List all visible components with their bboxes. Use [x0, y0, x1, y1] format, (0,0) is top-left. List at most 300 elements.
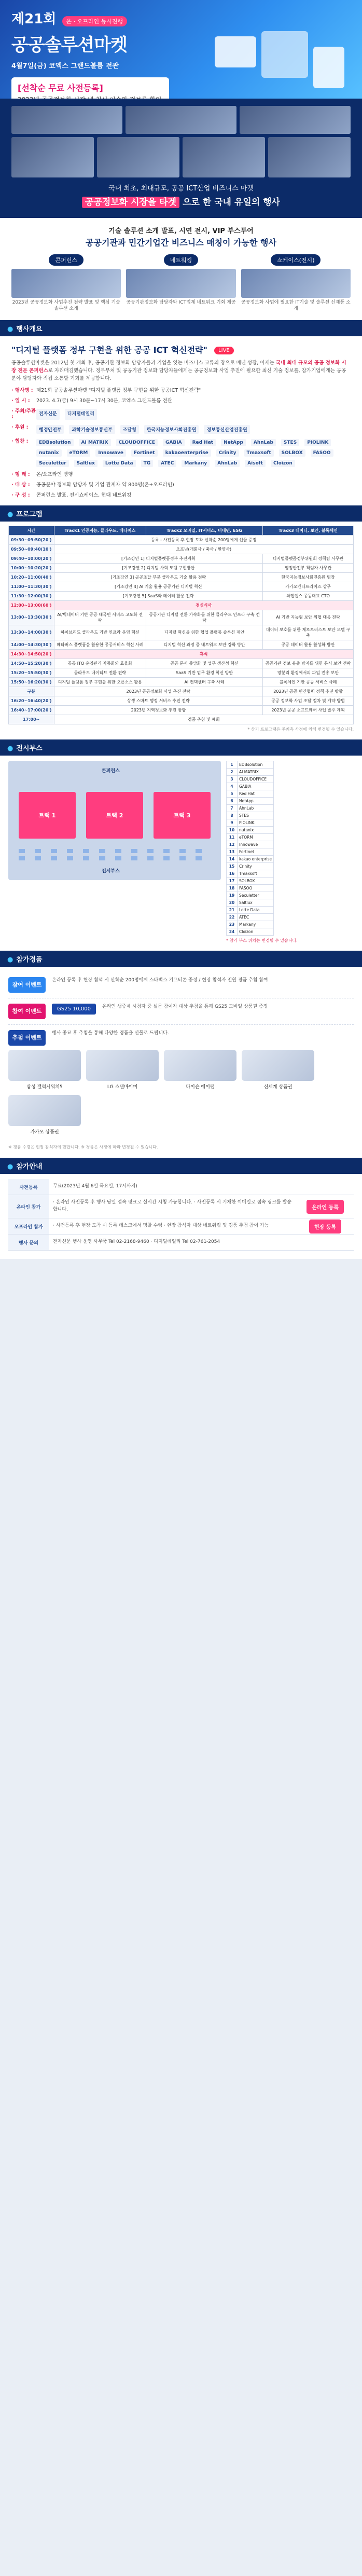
booth-list-row — [227, 892, 274, 899]
logo: Fortinet — [131, 449, 158, 457]
booth-list-row — [227, 848, 274, 855]
booth-number: 6 — [227, 797, 238, 804]
booth-cell[interactable] — [19, 849, 25, 853]
overview-row: · 일 시 : 2023. 4.7(금) 9시 30분~17시 30분, 코엑스 그랜드볼룸 전관 — [11, 398, 172, 404]
booth-company: CLOUDOFFICE — [238, 775, 274, 783]
program-cell: 행정안전부 책임자 사무관 — [263, 563, 354, 572]
program-cell: 경품 추첨 및 폐회 — [54, 715, 353, 724]
logo: Crinity — [216, 449, 239, 457]
program-cell: 디지털플랫폼정부위원회 정책팀 사무관 — [263, 554, 354, 563]
program-cell: 공공 정보화 사업 조달 절차 및 계약 방법 — [263, 696, 354, 705]
program-cell: 휴식 — [54, 649, 353, 659]
booth-list-row — [227, 877, 274, 884]
booth-cell[interactable] — [179, 856, 186, 860]
booth-number: 4 — [227, 783, 238, 790]
booth-number: 2 — [227, 768, 238, 775]
prize-image — [8, 1050, 81, 1081]
program-cell: [기조강연 4] AI 기술 활용 공공기관 디지털 혁신 — [54, 582, 263, 591]
booth-cell[interactable] — [131, 856, 137, 860]
booth-number: 13 — [227, 848, 238, 855]
guide-row — [8, 1218, 354, 1235]
program-time: 13:00~13:30(30') — [9, 610, 54, 625]
partner-logos — [36, 439, 351, 467]
event-text: 온라인 등록 후 현장 참석 시 선착순 200명에게 스타벅스 기프티콘 증정 / 현장 참석자 전원 경품 추첨 참여 — [52, 977, 268, 983]
event-text: 행사 종료 후 추첨을 통해 다양한 경품을 선물로 드립니다. — [52, 1031, 169, 1036]
booth-number: 1 — [227, 761, 238, 768]
program-cell: 공공 ITO 운영관리 자동화와 효율화 — [54, 659, 146, 668]
program-col-header: Track1 인공지능, 클라우드, 메타버스 — [54, 526, 146, 535]
booth-company: STES — [238, 812, 274, 819]
logo: EDBsolution — [36, 439, 74, 446]
program-row — [9, 696, 354, 705]
program-time: 13:30~14:00(30') — [9, 625, 54, 640]
program-time: 11:00~11:30(30') — [9, 582, 54, 591]
booth-cell[interactable] — [19, 856, 25, 860]
gs25-voucher: GS25 10,000 — [52, 1004, 96, 1015]
program-cell: 2023년 공공 민간협력 정책 추진 방향 — [263, 687, 354, 696]
events-header: ● 참가경품 — [0, 951, 362, 967]
booth-company: Tmaxsoft — [238, 870, 274, 877]
footer-spacer — [0, 1259, 362, 1280]
logo: AhnLab — [215, 460, 240, 467]
event-3 — [8, 1025, 354, 1140]
prize-image — [242, 1050, 314, 1081]
booth-cell[interactable] — [115, 849, 121, 853]
program-cell: AI/빅데이터 기반 공공 대국민 서비스 고도화 전략 — [54, 610, 146, 625]
booth-cell[interactable] — [67, 849, 73, 853]
events-note: ※ 경품 수령은 현장 참석자에 한합니다. ※ 경품은 사정에 따라 변경될 수 있습니다. — [8, 1145, 158, 1150]
logo: nutanix — [36, 449, 62, 457]
partner-logos-row: · 협찬 : EDBsolution AI MATRIX CLOUDOFFICE GABIA Red Hat NetApp AhnLab STES PIOLINK nutanix eTORM Innowave Fortinet kakaoenterprise Crinity Tmaxsoft SOLBOX FASOO Seculetter Saltlux Lotte Data TG ATEC Markany AhnLab Aisoft Cloizon — [11, 437, 351, 467]
booth-list-row — [227, 913, 274, 921]
program-cell: 하이브리드 클라우드 기반 인프라 운영 혁신 — [54, 625, 146, 640]
prize-name: 다이슨 에어랩 — [186, 1085, 215, 1090]
logo: Markany — [182, 460, 210, 467]
program-row — [9, 625, 354, 640]
program-section — [0, 522, 362, 739]
booth-section — [0, 756, 362, 951]
guide-header: ● 참가안내 — [0, 1158, 362, 1174]
booth-cell[interactable] — [163, 849, 170, 853]
booth-company: eTORM — [238, 833, 274, 841]
booth-company: NetApp — [238, 797, 274, 804]
program-time: 15:50~16:20(30') — [9, 677, 54, 687]
booth-number: 24 — [227, 928, 238, 935]
host-logos-row: · 주최/주관 : 전자신문 디지털데일리 — [11, 407, 351, 420]
booth-company: AI MATRIX — [238, 768, 274, 775]
overview-title: "디지털 플랫폼 정부 구현을 위한 공공 ICT 혁신전략" — [11, 345, 207, 355]
guide-section — [0, 1174, 362, 1259]
program-cell: 한국지능정보사회진흥원 팀장 — [263, 572, 354, 582]
booth-company: AhnLab — [238, 804, 274, 812]
booth-company: Saltlux — [238, 899, 274, 906]
logo: 조달청 — [120, 425, 139, 434]
feature-photo — [126, 269, 235, 298]
logo: NetApp — [221, 439, 246, 446]
booth-number: 12 — [227, 841, 238, 848]
overview-row: · 구 성 : 콘퍼런스 발표, 전시쇼케이스, 현대 네트워킹 — [11, 492, 132, 498]
program-time: 16:20~16:40(20') — [9, 696, 54, 705]
booth-company: Markany — [238, 921, 274, 928]
prize-image — [86, 1050, 159, 1081]
booth-number: 17 — [227, 877, 238, 884]
booth-cell[interactable] — [147, 849, 154, 853]
booth-cell[interactable] — [99, 849, 105, 853]
program-time: 09:30~09:50(20') — [9, 535, 54, 544]
booth-list-row — [227, 833, 274, 841]
booth-list-row — [227, 775, 274, 783]
booth-cell[interactable] — [196, 849, 202, 853]
hero-banner — [0, 0, 362, 99]
program-time: 17:00~ — [9, 715, 54, 724]
booth-cell[interactable] — [51, 849, 57, 853]
event-photo — [97, 137, 179, 177]
logo: SOLBOX — [279, 449, 305, 457]
logo: Innowave — [95, 449, 126, 457]
program-table — [8, 526, 354, 724]
program-row — [9, 572, 354, 582]
logo: 한국지능정보사회진흥원 — [144, 425, 199, 434]
booth-company: FASOO — [238, 884, 274, 892]
photo-strip — [11, 137, 351, 177]
logo: STES — [281, 439, 299, 446]
event-photo — [240, 106, 351, 134]
booth-number: 21 — [227, 906, 238, 913]
booth-company: Red Hat — [238, 790, 274, 797]
prize-name: 신세계 상품권 — [263, 1085, 293, 1090]
event-1 — [8, 972, 354, 998]
intro-line2-rest: 으로 한 국내 유일의 행사 — [183, 197, 280, 208]
logo: Saltlux — [74, 460, 98, 467]
event-photo — [268, 137, 351, 177]
program-row — [9, 544, 354, 554]
program-col-header: Track2 모바일, IT서비스, 비대면, ESG — [146, 526, 263, 535]
logo: 전자신문 — [36, 409, 60, 420]
program-row — [9, 687, 354, 696]
prize-name: LG 스탠바이미 — [107, 1085, 138, 1090]
booth-cell[interactable] — [35, 849, 41, 853]
sponsor-logos — [36, 425, 351, 434]
logo: AhnLab — [251, 439, 276, 446]
feature-desc: 공공기관정보화 담당자와 ICT업계 네트워크 기회 제공 — [126, 300, 236, 305]
prize-grid — [8, 1050, 354, 1135]
booth-number: 10 — [227, 826, 238, 833]
guide-key: 오프라인 참가 — [8, 1218, 49, 1234]
overview-section — [0, 336, 362, 505]
photo-strip — [11, 106, 351, 134]
guide-key: 온라인 참가 — [8, 1195, 49, 1218]
event-badge: 추첨 이벤트 — [8, 1030, 46, 1046]
logo: Lotte Data — [103, 460, 136, 467]
feature-desc: 2023년 공공정보화 사업추진 전략 발표 및 핵심 기술 솔루션 소개 — [12, 300, 120, 311]
booth-list-row — [227, 870, 274, 877]
program-row — [9, 640, 354, 649]
live-badge: LIVE — [214, 347, 234, 354]
logo: eTORM — [67, 449, 91, 457]
hero-illustration — [215, 31, 350, 93]
program-cell: 클라우드 네이티브 전환 전략 — [54, 668, 146, 677]
event-2 — [8, 998, 354, 1025]
program-row — [9, 535, 354, 544]
program-row — [9, 591, 354, 600]
hero-edition: 제21회 — [11, 11, 57, 27]
program-time: 14:30~14:50(20') — [9, 649, 54, 659]
program-row — [9, 600, 354, 610]
booth-cell[interactable] — [67, 856, 73, 860]
program-note: * 상기 프로그램은 주최측 사정에 의해 변경될 수 있습니다. — [247, 727, 354, 732]
program-cell: 디지털 혁신을 위한 협업 플랫폼 솔루션 제안 — [146, 625, 263, 640]
program-time: 15:20~15:50(30') — [9, 668, 54, 677]
logo: Cloizon — [271, 460, 295, 467]
prize-name: 삼성 갤럭시워치5 — [26, 1085, 63, 1090]
logo: CLOUDOFFICE — [116, 439, 158, 446]
feature-networking — [126, 254, 235, 312]
logo: 정보통신산업진흥원 — [204, 425, 249, 434]
register-button[interactable]: 현장 등록 — [309, 1220, 341, 1234]
booth-number: 5 — [227, 790, 238, 797]
program-cell: 점심식사 — [54, 600, 353, 610]
program-cell: 블록체인 기반 공공 서비스 사례 — [263, 677, 354, 687]
booth-list-row — [227, 884, 274, 892]
program-cell: 공공 문서 중앙화 및 업무 생산성 혁신 — [146, 659, 263, 668]
features-title: 공공기관과 민간기업간 비즈니스 매칭이 가능한 행사 — [86, 238, 276, 248]
guide-button-wrap — [297, 1195, 354, 1218]
booth-company: Crinity — [238, 862, 274, 870]
events-section — [0, 967, 362, 1158]
program-row — [9, 715, 354, 724]
overview-row: · 대 상 : 공공분야 정보화 담당자 및 기업 관계자 약 800명(온+오프라인) — [11, 482, 174, 488]
booth-cell[interactable] — [51, 856, 57, 860]
booth-number: 20 — [227, 899, 238, 906]
booth-number: 22 — [227, 913, 238, 921]
overview-row: · 형 태 : 온/오프라인 병행 — [11, 471, 73, 477]
program-time: 12:00~13:00(60') — [9, 600, 54, 610]
logo: ATEC — [158, 460, 176, 467]
program-cell: [기조강연 2] 디지털 사회 모델 구현방안 — [54, 563, 263, 572]
booth-list-row — [227, 899, 274, 906]
program-cell: SaaS 기반 업무 환경 혁신 방안 — [146, 668, 263, 677]
program-time: 11:30~12:00(30') — [9, 591, 54, 600]
booth-number: 18 — [227, 884, 238, 892]
booth-number: 11 — [227, 833, 238, 841]
guide-row — [8, 1235, 354, 1251]
booth-number: 7 — [227, 804, 238, 812]
program-row — [9, 649, 354, 659]
booth-cell[interactable] — [179, 849, 186, 853]
program-time: 구분 — [9, 687, 54, 696]
booth-cell[interactable] — [147, 856, 154, 860]
program-time: 16:40~17:00(20') — [9, 705, 54, 715]
program-cell: AI 컨택센터 구축 사례 — [146, 677, 263, 687]
logo: AI MATRIX — [79, 439, 111, 446]
booth-number: 16 — [227, 870, 238, 877]
booth-header: ● 전시부스 — [0, 739, 362, 756]
feature-pill: 쇼케이스(전시) — [271, 254, 321, 266]
booth-list-row — [227, 921, 274, 928]
register-button[interactable]: 온라인 등록 — [307, 1200, 344, 1214]
event-photo — [11, 106, 122, 134]
feature-desc: 공공정보화 사업에 필요한 IT기술 및 솔루션 신제품 소개 — [241, 300, 351, 311]
hero-tag: 온 · 오프라인 동시진행 — [62, 16, 128, 26]
booth-list-row — [227, 761, 274, 768]
booth-company: Fortinet — [238, 848, 274, 855]
features-section — [0, 218, 362, 320]
booth-list-row — [227, 812, 274, 819]
prize-item — [242, 1050, 314, 1090]
guide-value: · 사전등록 후 현장 도착 시 등록 데스크에서 명찰 수령 · 현장 참석자 대상 네트워킹 및 경품 추첨 참여 가능 — [53, 1223, 269, 1229]
booth-company: ATEC — [238, 913, 274, 921]
booth-cell[interactable] — [163, 856, 170, 860]
logo: GABIA — [163, 439, 185, 446]
booth-cell[interactable] — [131, 849, 137, 853]
booth-list-row — [227, 855, 274, 862]
booth-list-row — [227, 826, 274, 833]
booth-number: 15 — [227, 862, 238, 870]
feature-pill: 콘퍼런스 — [49, 254, 83, 266]
booth-cell[interactable] — [83, 856, 89, 860]
guide-key: 사전등록 — [8, 1179, 49, 1195]
booth-cell[interactable] — [115, 856, 121, 860]
sponsor-logos-row: · 후원 : 행정안전부 과학기술정보통신부 조달청 한국지능정보사회진흥원 정보통신산업진흥원 — [11, 423, 351, 434]
map-conference-label: 콘퍼런스 — [102, 768, 120, 774]
guide-button-wrap — [297, 1218, 354, 1234]
prize-name: 카카오 상품권 — [30, 1130, 59, 1135]
logo: Tmaxsoft — [244, 449, 274, 457]
guide-row — [8, 1195, 354, 1218]
booth-number: 14 — [227, 855, 238, 862]
event-badge: 참여 이벤트 — [8, 977, 46, 993]
booth-cell[interactable] — [196, 856, 202, 860]
booth-company: EDBsolution — [238, 761, 274, 768]
booth-list-row — [227, 819, 274, 826]
map-track-1: 트랙 1 — [19, 792, 76, 839]
floor-map — [8, 761, 221, 880]
event-text: 온라인 생중계 시청자 중 설문 참여자 대상 추첨을 통해 GS25 모바일 상품권 증정 — [102, 1004, 268, 1009]
program-time: 09:40~10:00(20') — [9, 554, 54, 563]
program-cell: 공공기관 디지털 전환 가속화를 위한 클라우드 인프라 구축 전략 — [146, 610, 263, 625]
prize-item — [8, 1095, 81, 1135]
program-cell: 2023년 공공 소프트웨어 사업 발주 계획 — [263, 705, 354, 715]
program-row — [9, 582, 354, 591]
prize-image — [164, 1050, 236, 1081]
booth-number: 8 — [227, 812, 238, 819]
program-row — [9, 659, 354, 668]
feature-pill: 네트워킹 — [164, 254, 199, 266]
logo: Red Hat — [190, 439, 216, 446]
program-cell: [기조강연 1] 디지털플랫폼정부 추진계획 — [54, 554, 263, 563]
prize-item — [164, 1050, 236, 1090]
intro-highlight: 공공정보화 시장을 타겟 — [82, 197, 179, 208]
booth-list-row — [227, 783, 274, 790]
program-cell: 2023년 지역정보화 추진 방향 — [54, 705, 263, 715]
prize-image — [8, 1095, 81, 1126]
program-row — [9, 705, 354, 715]
booth-list-row — [227, 768, 274, 775]
overview-row: · 행사명 : 제21회 공공솔루션마켓 "디지털 플랫폼 정부 구현을 위한 공공ICT 혁신전략" — [11, 387, 201, 393]
features-subtitle: 기술 솔루션 소개 발표, 시연 전시, VIP 부스투어 — [108, 227, 254, 235]
program-time: 09:50~09:40(10') — [9, 544, 54, 554]
booth-company: Innowave — [238, 841, 274, 848]
map-booth-label: 전시부스 — [102, 868, 120, 874]
booth-company: PIOLINK — [238, 819, 274, 826]
booth-cell[interactable] — [35, 856, 41, 860]
booth-list-row — [227, 804, 274, 812]
host-logos — [36, 409, 351, 420]
program-cell: [기조강연 3] 공공조달 부문 클라우드 기술 활용 전략 — [54, 572, 263, 582]
booth-company: Cloizon — [238, 928, 274, 935]
program-row — [9, 668, 354, 677]
prize-item — [86, 1050, 159, 1090]
event-badge: 참여 이벤트 — [8, 1004, 46, 1019]
logo: kakaoenterprise — [163, 449, 211, 457]
booth-list — [226, 761, 274, 936]
program-header: ● 프로그램 — [0, 505, 362, 522]
hero-dateline: 4월7일(금) 코엑스 그랜드볼룸 전관 — [11, 62, 119, 70]
program-cell: 디지털 플랫폼 정부 구현을 위한 오픈소스 활용 — [54, 677, 146, 687]
feature-photo — [241, 269, 351, 298]
booth-number: 9 — [227, 819, 238, 826]
prize-item — [8, 1050, 81, 1090]
program-row — [9, 677, 354, 687]
program-cell: 상생 스마트 행정 서비스 추진 전략 — [54, 696, 263, 705]
booth-cell[interactable] — [83, 849, 89, 853]
booth-cell[interactable] — [99, 856, 105, 860]
booth-list-row — [227, 928, 274, 935]
booth-company: SOLBOX — [238, 877, 274, 884]
booth-list-row — [227, 841, 274, 848]
guide-row — [8, 1179, 354, 1195]
booth-company: GABIA — [238, 783, 274, 790]
program-row — [9, 563, 354, 572]
event-photo — [183, 137, 265, 177]
program-cell: 카카오엔터프라이즈 상무 — [263, 582, 354, 591]
program-row — [9, 610, 354, 625]
program-time: 14:50~15:20(30') — [9, 659, 54, 668]
event-photo — [11, 137, 94, 177]
program-col-header: Track3 데이터, 보안, 블록체인 — [263, 526, 354, 535]
feature-photo — [11, 269, 121, 298]
map-track-3: 트랙 3 — [154, 792, 211, 839]
program-time: 10:20~11:00(40') — [9, 572, 54, 582]
event-photo — [126, 106, 236, 134]
feature-showcase — [241, 254, 351, 312]
booth-number: 23 — [227, 921, 238, 928]
guide-key: 행사 문의 — [8, 1235, 49, 1250]
booth-list-row — [227, 797, 274, 804]
overview-header: ● 행사개요 — [0, 320, 362, 336]
booth-number: 3 — [227, 775, 238, 783]
logo: 디지털데일리 — [65, 409, 97, 420]
booth-company: Lotte Data — [238, 906, 274, 913]
promo-title: [선착순 무료 사전등록] — [18, 83, 103, 93]
booth-list-row — [227, 790, 274, 797]
program-cell: 메타버스 플랫폼을 활용한 공공서비스 혁신 사례 — [54, 640, 146, 649]
logo: FASOO — [311, 449, 333, 457]
booth-company: Seculetter — [238, 892, 274, 899]
map-track-2: 트랙 2 — [86, 792, 143, 839]
intro-section — [0, 99, 362, 218]
logo: PIOLINK — [304, 439, 331, 446]
guide-value: 무료(2023년 4월 6일 목요일, 17시까지) — [53, 1184, 137, 1189]
intro-line2 — [11, 195, 351, 208]
program-cell: 오프닝(개회사 / 축사 / 환영사) — [54, 544, 353, 554]
logo: TG — [141, 460, 154, 467]
overview-desc: 공공솔루션마켓은 2012년 첫 개최 후, 공공기관 정보화 담당자들과 기업을 잇는 비즈니스 교류의 장으로 매년 성장, 이제는 국내 최대 규모의 공공 정보화 시장 전문 콘퍼런스로 자리매김했습니다. 정부부처 및 공공기관 정보화 담당자들에게는 공공정보화 사업 추진에 필요한 최신 기술 정보를, 참가기업에게는 공공분야 담당자와 직접 소통할 기회를 제공합니다. — [11, 360, 346, 381]
feature-conference — [11, 254, 121, 312]
program-cell: 2023년 공공정보화 사업 추진 전략 — [54, 687, 263, 696]
page — [0, 0, 362, 1280]
program-cell: 데이터 보호를 위한 제로트러스트 보안 모델 구축 — [263, 625, 354, 640]
